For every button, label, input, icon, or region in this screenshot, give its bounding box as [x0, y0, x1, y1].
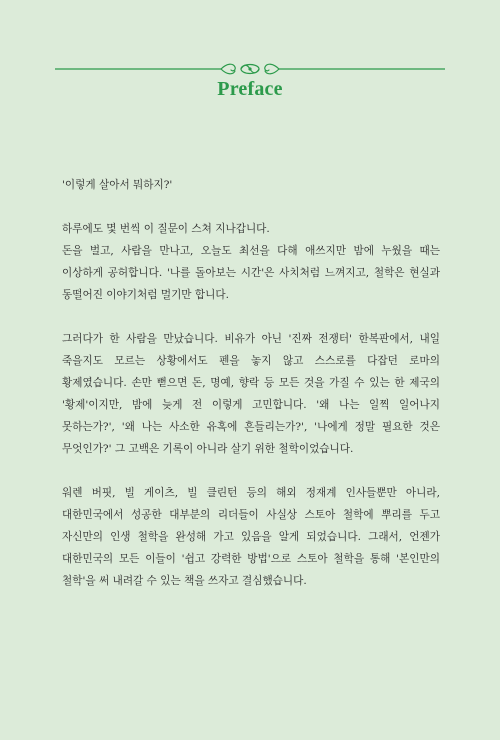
page-title: Preface	[217, 78, 283, 100]
paragraph-opening-quote: '이렇게 살아서 뭐하지?'	[62, 179, 173, 191]
paragraph-emperor: 그러다가 한 사람을 만났습니다. 비유가 아닌 '진짜 전쟁터' 한복판에서, 내일 죽을지도 모르는 상황에서도 펜을 놓지 않고 스스로를 다잡던 로마의 황제였습니다. 손만 뻗으면 돈, 명예, 향락 등 모든 것을 가질 수 있는 한 제국의 '황제'이지만, 밤에 늦게 전 이렇게 고민합니다. '왜 나는 일찍 일어나지 못하는가?', '왜 나는 사소한 유혹에 흔들리는가?', '나에게 정말 필요한 것은 무엇인가?' 그 고백은 기록이 아니라 살기 위한 철학이었습니다.	[62, 333, 440, 455]
flourish-divider-icon	[55, 61, 445, 77]
paragraph-emptiness: 돈을 벌고, 사람을 만나고, 오늘도 최선을 다해 애쓰지만 밤에 누웠을 때는 이상하게 공허합니다. '나를 돌아보는 시간'은 사치처럼 느껴지고, 철학은 현실과 동떨어진 이야기처럼 멀기만 합니다.	[62, 245, 440, 301]
paragraph-resolution: 워렌 버핏, 빌 게이츠, 빌 클린턴 등의 해외 정재계 인사들뿐만 아니라, 대한민국에서 성공한 대부분의 리더들이 사실상 스토아 철학에 뿌리를 두고 자신만의 인생 철학을 완성해 가고 있음을 알게 되었습니다. 그래서, 언젠가 대한민국의 모든 이들이 '쉽고 강력한 방법'으로 스토아 철학을 통해 '본인만의 철학'을 써 내려갈 수 있는 책을 쓰자고 결심했습니다.	[62, 487, 440, 587]
preface-body	[62, 174, 440, 614]
paragraph-question: 하루에도 몇 번씩 이 질문이 스쳐 지나갑니다.	[62, 223, 270, 235]
